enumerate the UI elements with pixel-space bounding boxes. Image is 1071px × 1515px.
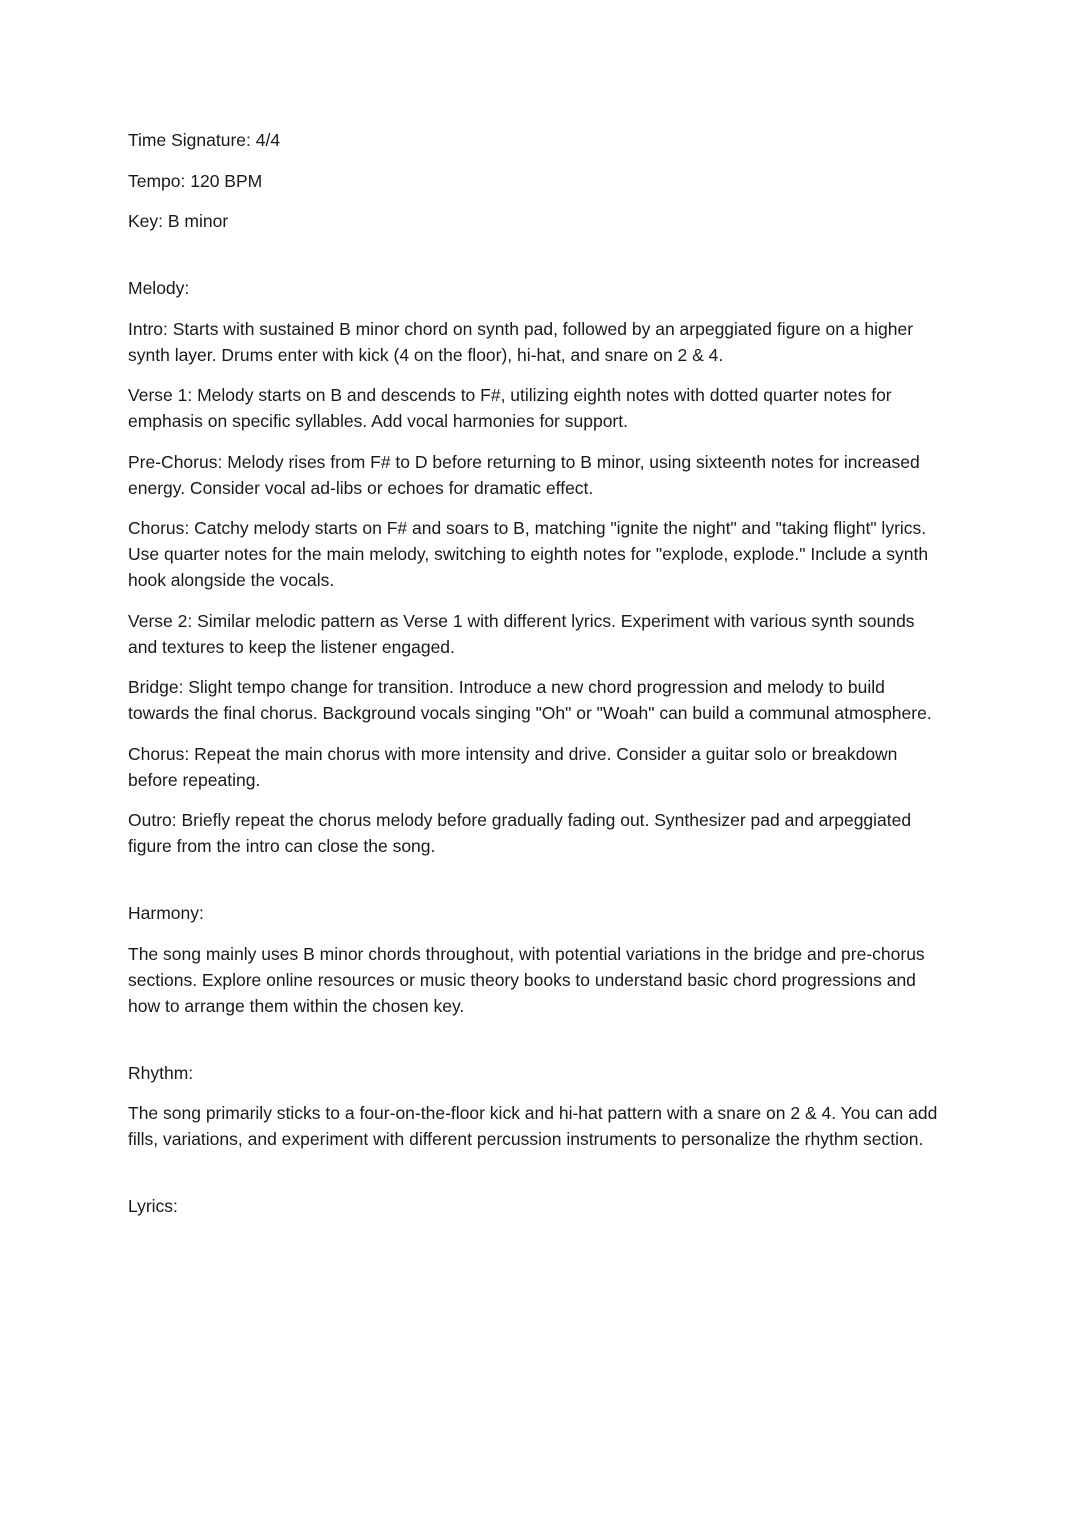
key: Key: B minor [128,211,229,231]
melody-verse2: Verse 2: Similar melodic pattern as Verse 1 with different lyrics. Experiment with various synth sounds and textures to keep the listener engaged. [128,610,915,657]
tempo: Tempo: 120 BPM [128,170,263,191]
melody-outro: Outro: Briefly repeat the chorus melody before gradually fading out. Synthesizer pad and arpeggiated figure from the intro can close the song. [128,810,912,856]
harmony-heading: Harmony: [128,903,204,923]
rhythm-body: The song primarily sticks to a four-on-the-floor kick and hi-hat pattern with a snare on 2 & 4. You can add fills, variations, and experiment with different percussion instruments to personalize the rhythm section. [128,1103,938,1149]
melody-intro: Intro: Starts with sustained B minor chord on synth pad, followed by an arpeggiated figure on a higher synth layer. Drums enter with kick (4 on the floor), hi-hat, and snare on 2 & 4. [128,318,914,365]
melody-chorus-repeat: Chorus: Repeat the main chorus with more intensity and drive. Consider a guitar solo or breakdown before repeating. [128,743,898,790]
rhythm-heading: Rhythm: [128,1062,194,1083]
melody-chorus: Chorus: Catchy melody starts on F# and soars to B, matching "ignite the night" and "taking flight" lyrics. Use quarter notes for the main melody, switching to eighth notes for "explode, explode." Include a synth hook alongside the vocals. [128,518,929,590]
melody-prechorus: Pre-Chorus: Melody rises from F# to D before returning to B minor, using sixteenth notes for increased energy. Consider vocal ad-libs or echoes for dramatic effect. [128,451,920,498]
harmony-body: The song mainly uses B minor chords throughout, with potential variations in the bridge and pre-chorus sections. Explore online resources or music theory books to understand basic chord progressions and how to arrange them within the chosen key. [128,943,925,1016]
time-signature: Time Signature: 4/4 [128,130,281,150]
melody-heading: Melody: [128,278,190,298]
lyrics-heading: Lyrics: [128,1196,178,1216]
document-page [128,127,948,1234]
melody-bridge: Bridge: Slight tempo change for transition. Introduce a new chord progression and melody to build towards the final chorus. Background vocals singing "Oh" or "Woah" can build a communal atmosphere. [128,677,932,723]
melody-verse1: Verse 1: Melody starts on B and descends to F#, utilizing eighth notes with dotted quarter notes for emphasis on specific syllables. Add vocal harmonies for support. [128,385,892,431]
